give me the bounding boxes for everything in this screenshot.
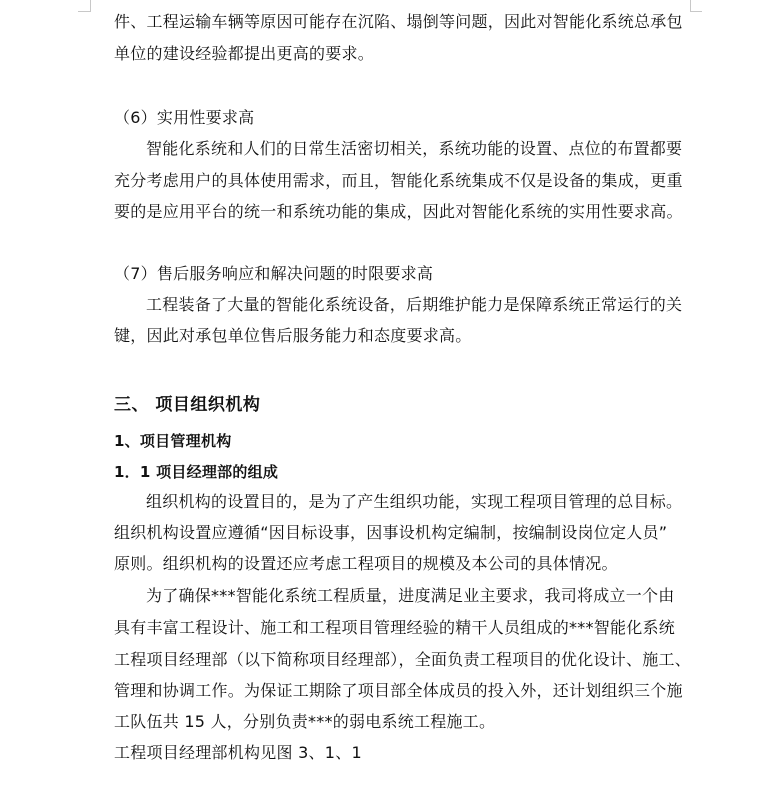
section-title-6: （6）实用性要求高 — [114, 108, 255, 127]
paragraph-line: 键，因此对承包单位售后服务能力和态度要求高。 — [114, 326, 472, 345]
crop-mark-left — [90, 0, 91, 12]
subsubsection-heading: 1．1 项目经理部的组成 — [114, 463, 279, 481]
paragraph-line: 工队伍共 15 人，分别负责***的弱电系统工程施工。 — [114, 712, 496, 731]
paragraph-line: 充分考虑用户的具体使用需求，而且，智能化系统集成不仅是设备的集成，更重 — [114, 171, 683, 190]
paragraph-line: 工程装备了大量的智能化系统设备，后期维护能力是保障系统正常运行的关 — [146, 295, 683, 314]
paragraph-line: 智能化系统和人们的日常生活密切相关，系统功能的设置、点位的布置都要 — [146, 139, 683, 158]
paragraph-line: 为了确保***智能化系统工程质量，进度满足业主要求，我司将成立一个由 — [146, 586, 675, 605]
paragraph-line: 单位的建设经验都提出更高的要求。 — [114, 44, 375, 63]
chapter-heading: 三、 项目组织机构 — [114, 395, 261, 415]
section-title-7: （7）售后服务响应和解决问题的时限要求高 — [114, 264, 434, 283]
crop-mark-right-h — [690, 11, 702, 12]
subsection-heading: 1、项目管理机构 — [114, 432, 232, 450]
paragraph-line: 管理和协调工作。为保证工期除了项目部全体成员的投入外，还计划组织三个施 — [114, 681, 683, 700]
paragraph-line: 工程项目经理部（以下简称项目经理部），全面负责工程项目的优化设计、施工、 — [114, 650, 692, 669]
paragraph-line: 原则。组织机构的设置还应考虑工程项目的规模及本公司的具体情况。 — [114, 554, 618, 573]
paragraph-line: 件、工程运输车辆等原因可能存在沉陷、塌倒等问题，因此对智能化系统总承包 — [114, 12, 683, 31]
paragraph-line: 组织机构的设置目的，是为了产生组织功能，实现工程项目管理的总目标。 — [146, 492, 683, 511]
paragraph-line: 要的是应用平台的统一和系统功能的集成，因此对智能化系统的实用性要求高。 — [114, 202, 683, 221]
paragraph-line: 组织机构设置应遵循“因目标设事，因事设机构定编制，按编制设岗位定人员” — [114, 523, 668, 542]
paragraph-line: 具有丰富工程设计、施工和工程项目管理经验的精干人员组成的***智能化系统 — [114, 618, 676, 637]
crop-mark-left-h — [78, 11, 90, 12]
figure-reference: 工程项目经理部机构见图 3、1、1 — [114, 743, 362, 762]
